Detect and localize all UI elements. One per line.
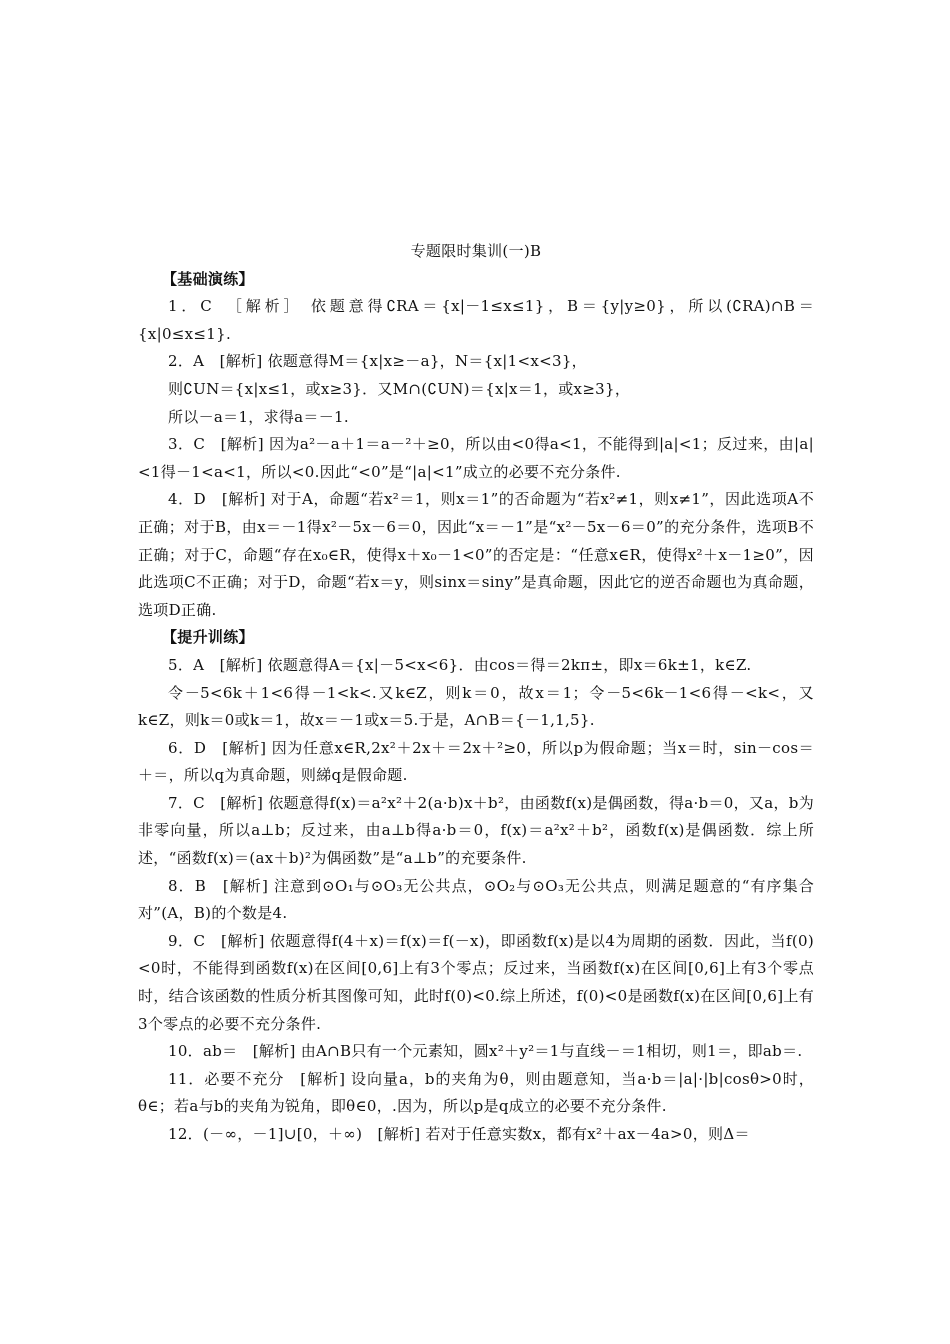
answer-2-conclusion: 所以－a＝1，求得a＝－1.: [168, 407, 349, 426]
section-heading-advanced: 【提升训练】: [162, 628, 254, 647]
answer-12: 12．(－∞，－1]∪[0，＋∞) [解析] 若对于任意实数x，都有x²＋ax－4a>0，则Δ＝: [168, 1125, 750, 1143]
answer-2-continued: 则∁UN＝{x|x≤1，或x≥3}．又M∩(∁UN)＝{x|x＝1，或x≥3}，: [168, 379, 631, 398]
answer-11: 11．必要不充分 [解析] 设向量a，b的夹角为θ，则由题意知，当a·b＝|a|·|b|cosθ>0时，θ∈；若a与b的夹角为锐角，即θ∈0，.因为，所以p是q成立的必要不充分条件.: [138, 1069, 814, 1116]
answer-5-continued: 令－5<6k＋1<6得－1<k<.又k∈Z，则k＝0，故x＝1；令－5<6k－1<6得－<k<，又k∈Z，则k＝0或k＝1，故x＝－1或x＝5.于是，A∩B＝{－1,1,5}.: [138, 683, 814, 730]
answer-9: 9．C [解析] 依题意得f(4＋x)＝f(x)＝f(－x)，即函数f(x)是以4为周期的函数．因此，当f(0)<0时，不能得到函数f(x)在区间[0,6]上有3个零点；反过来，当函数f(x)在区间[0,6]上有3个零点时，结合该函数的性质分析其图像可知，此时f(0)<0.综上所述，f(0)<0是函数f(x)在区间[0,6]上有3个零点的必要不充分条件.: [138, 931, 814, 1033]
answer-4: 4．D [解析] 对于A，命题“若x²＝1，则x＝1”的否命题为“若x²≠1，则x≠1”，因此选项A不正确；对于B，由x＝－1得x²－5x－6＝0，因此“x＝－1”是“x²－5x－6＝0”的充分条件，选项B不正确；对于C，命题“存在x₀∈R，使得x＋x₀－1<0”的否定是：“任意x∈R，使得x²＋x－1≥0”，因此选项C不正确；对于D，命题“若x＝y，则sinx＝siny”是真命题，因此它的逆否命题也为真命题，选项D正确.: [138, 490, 814, 619]
section-heading-basic: 【基础演练】: [162, 269, 254, 288]
document-title: 专题限时集训(一)B: [410, 242, 542, 260]
answer-document: [138, 238, 814, 1149]
answer-5: 5．A [解析] 依题意得A＝{x|－5<x<6}．由cos＝得＝2kπ±，即x＝6k±1，k∈Z.: [168, 655, 752, 674]
answer-6: 6．D [解析] 因为任意x∈R,2x²＋2x＋＝2x＋²≥0，所以p为假命题；当x＝时，sin－cos＝＋＝，所以q为真命题，则綈q是假命题.: [138, 738, 814, 785]
answer-10: 10．ab＝ [解析] 由A∩B只有一个元素知，圆x²＋y²＝1与直线－＝1相切，则1＝，即ab＝.: [168, 1042, 803, 1061]
answer-8: 8．B [解析] 注意到⊙O₁与⊙O₃无公共点，⊙O₂与⊙O₃无公共点，则满足题意的“有序集合对”(A，B)的个数是4.: [138, 876, 814, 923]
answer-7: 7．C [解析] 依题意得f(x)＝a²x²＋2(a·b)x＋b²，由函数f(x)是偶函数，得a·b＝0，又a，b为非零向量，所以a⊥b；反过来，由a⊥b得a·b＝0，f(x)＝a²x²＋b²，函数f(x)是偶函数．综上所述，“函数f(x)＝(ax＋b)²为偶函数”是“a⊥b”的充要条件.: [138, 793, 814, 868]
answer-3: 3．C [解析] 因为a²－a＋1＝a－²＋≥0，所以由<0得a<1，不能得到|a|<1；反过来，由|a|<1得－1<a<1，所以<0.因此“<0”是“|a|<1”成立的必要不充分条件.: [138, 435, 814, 481]
answer-2: 2．A [解析] 依题意得M＝{x|x≥－a}，N＝{x|1<x<3}，: [168, 352, 587, 371]
answer-1: 1．C ［解析］ 依题意得∁RA＝{x|－1≤x≤1}，B＝{y|y≥0}，所以(∁RA)∩B＝{x|0≤x≤1}.: [138, 297, 814, 343]
